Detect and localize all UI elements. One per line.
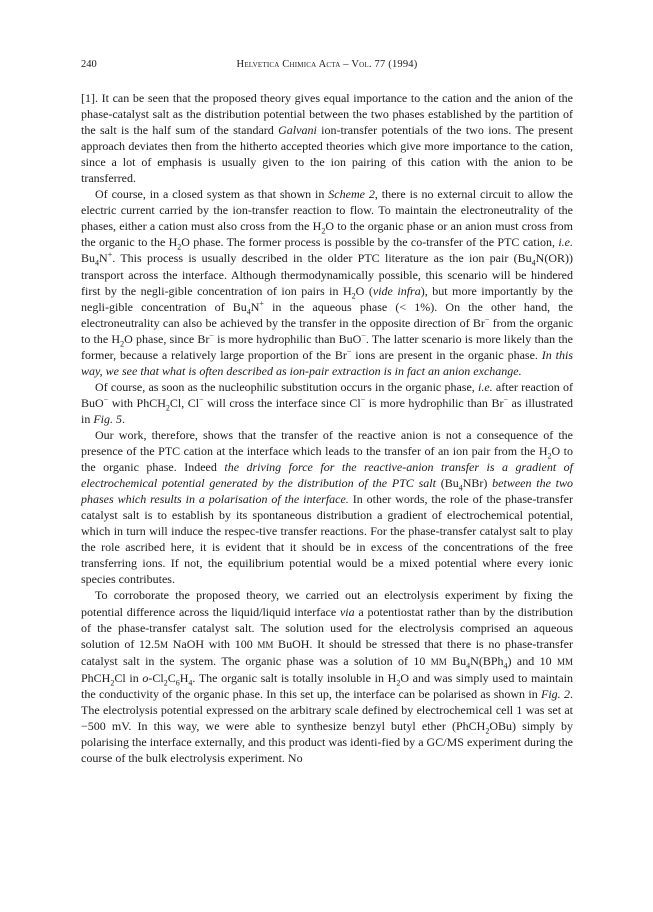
paragraph: To corroborate the proposed theory, we carried out an electrolysis experiment by fixing the potential difference across the liquid/liquid interface via a potentiostat rather than by the distribution of the phase-transfer catalyst salt. The solution used for the electrolysis comprised an aqueous solution of 12.5M NaOH with 100 MM BuOH. It should be stressed that there is no phase-transfer catalyst salt in the system. The organic phase was a solution of 10 MM $Bu_4N(BPh_4)$ and 10 MM PhCH$_2$Cl in $o-Cl_2C_6H_4$. The organic salt is totally insoluble in $H_2O$ and was simply used to maintain the conductivity of the organic phase. In this set up, the interface can be polarised as shown in Fig. 2. The electrolysis potential expressed on the arbitrary scale defined by electrochemical cell 1 was set at −500 mV. In this way, we were able to synthesize benzyl butyl ether (PhCH$_2$OBu) simply by polarising the interface externally, and this product was identi-fied by a GC/MS experiment during the course of the bulk electrolysis experiment. No <box>81 588 574 765</box>
page-header <box>81 57 573 73</box>
paragraph: [1]. It can be seen that the proposed theory gives equal importance to the cation and the anion of the phase-catalyst salt as the distribution potential between the two phases established by the partition of the salt is the half sum of the standard Galvani ion-transfer potentials of the two ions. The present approach deviates then from the hitherto accepted theories which give more importance to the cation, since a lot of emphasis is usually given to the ion pairing of this cation with the anion to be transferred. <box>81 91 573 186</box>
page-number: 240 <box>81 59 97 70</box>
paragraph: Of course, as soon as the nucleophilic substitution occurs in the organic phase, i.e. after reaction of BuO− with PhCH$_2$Cl, Cl− will cross the interface since Cl− is more hydrophilic than Br− as illustrated in Fig. 5. <box>81 379 573 426</box>
paragraph: Our work, therefore, shows that the transfer of the reactive anion is not a consequence of the presence of the PTC cation at the interface which leads to the transfer of an ion pair from the $H_2O$ to the organic phase. Indeed the driving force for the reactive-anion transfer is a gradient of electrochemical potential generated by the distribution of the PTC salt $(Bu_4NBr)$ between the two phases which results in a polarisation of the interface. In other words, the role of the phase-transfer catalyst salt is to establish by its spontaneous distribution a gradient of electrochemical potential, which in turn will induce the respec-tive transfer reactions. For the phase-transfer catalyst salt to play the role ascribed here, it is evident that it should be in excess of the concentrations of the free transferring ions. If not, the equilibrium potential would be a mixed potential where every ionic species contributes. <box>81 427 574 587</box>
running-head: Helvetica Chimica Acta – Vol. 77 (1994) <box>236 59 418 70</box>
body-text <box>81 90 573 766</box>
paragraph: Of course, in a closed system as that shown in Scheme 2, there is no external circuit to allow the electric current carried by the ion-transfer reaction to flow. To maintain the electroneutrality of the phases, either a cation must also cross from the $H_2O$ to the organic phase or an anion must cross from the organic to the $H_2O$ phase. The former process is possible by the co-transfer of the PTC cation, i.e. $Bu_4N^+$. This process is usually described in the older PTC literature as the ion pair $(Bu_4N(OR))$ transport across the interface. Although thermodynamically possible, this scenario will be hindered first by the negli-gible concentration of ion pairs in $H_2O$ (vide infra), but more importantly by the negli-gible concentration of $Bu_4N^+$ in the aqueous phase (< 1%). On the other hand, the electroneutrality can also be achieved by the transfer in the opposite direction of Br− from the organic to the $H_2O$ phase, since Br− is more hydrophilic than BuO−. The latter scenario is more likely than the former, because a relatively large proportion of the Br− ions are present in the organic phase. In this way, we see that what is often described as ion-pair extraction is in fact an anion exchange. <box>81 187 574 378</box>
